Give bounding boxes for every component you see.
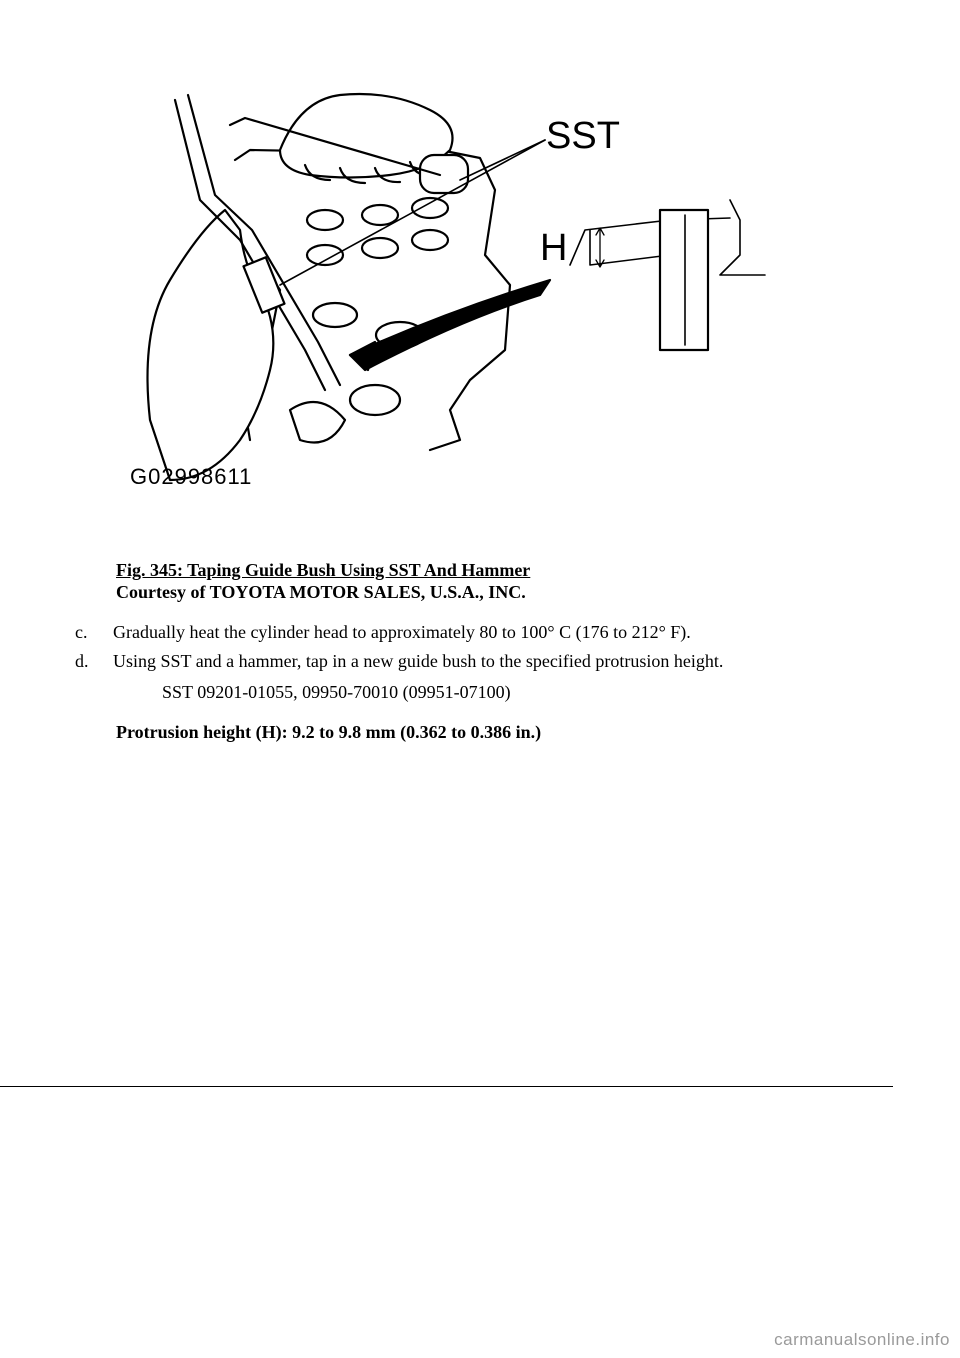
procedure-step (75, 651, 895, 672)
step-text: Using SST and a hammer, tap in a new guide bush to the specified protrusion height. (113, 651, 724, 671)
port-opening (350, 385, 400, 415)
valve-bore (362, 205, 398, 225)
valve-bore (362, 238, 398, 258)
step-marker: d. (75, 651, 89, 671)
port-opening (313, 303, 357, 327)
detail-outline (720, 200, 765, 275)
h-callout: H (540, 227, 568, 269)
protrusion-spec: Protrusion height (H): 9.2 to 9.8 mm (0.362 to 0.386 in.) (116, 722, 542, 742)
detail-bush (660, 210, 708, 350)
port-opening (290, 402, 345, 443)
direction-arrow (350, 280, 550, 370)
valve-bore (307, 210, 343, 230)
detail-outline (590, 230, 670, 265)
page-divider (0, 1086, 893, 1087)
sst-part-numbers: SST 09201-01055, 09950-70010 (09951-07100) (162, 682, 511, 702)
figure-caption-title: Fig. 345: Taping Guide Bush Using SST And Hammer (116, 560, 531, 580)
sst-callout: SST (546, 115, 620, 157)
valve-bore (307, 245, 343, 265)
watermark: carmanualsonline.info (774, 1330, 950, 1349)
step-marker: c. (75, 622, 88, 642)
figure-caption-courtesy: Courtesy of TOYOTA MOTOR SALES, U.S.A., INC. (116, 582, 526, 602)
step-text: Gradually heat the cylinder head to approximately 80 to 100° C (176 to 212° F). (113, 622, 691, 642)
left-hand (148, 210, 274, 480)
valve-bore (412, 198, 448, 218)
sst-cap (420, 155, 468, 193)
sst-leader-line (460, 140, 545, 180)
valve-bore (412, 230, 448, 250)
figure-illustration (130, 80, 790, 500)
figure-code: G02998611 (130, 464, 253, 489)
cylinder-head-drawing (130, 80, 790, 500)
procedure-step (75, 622, 895, 643)
